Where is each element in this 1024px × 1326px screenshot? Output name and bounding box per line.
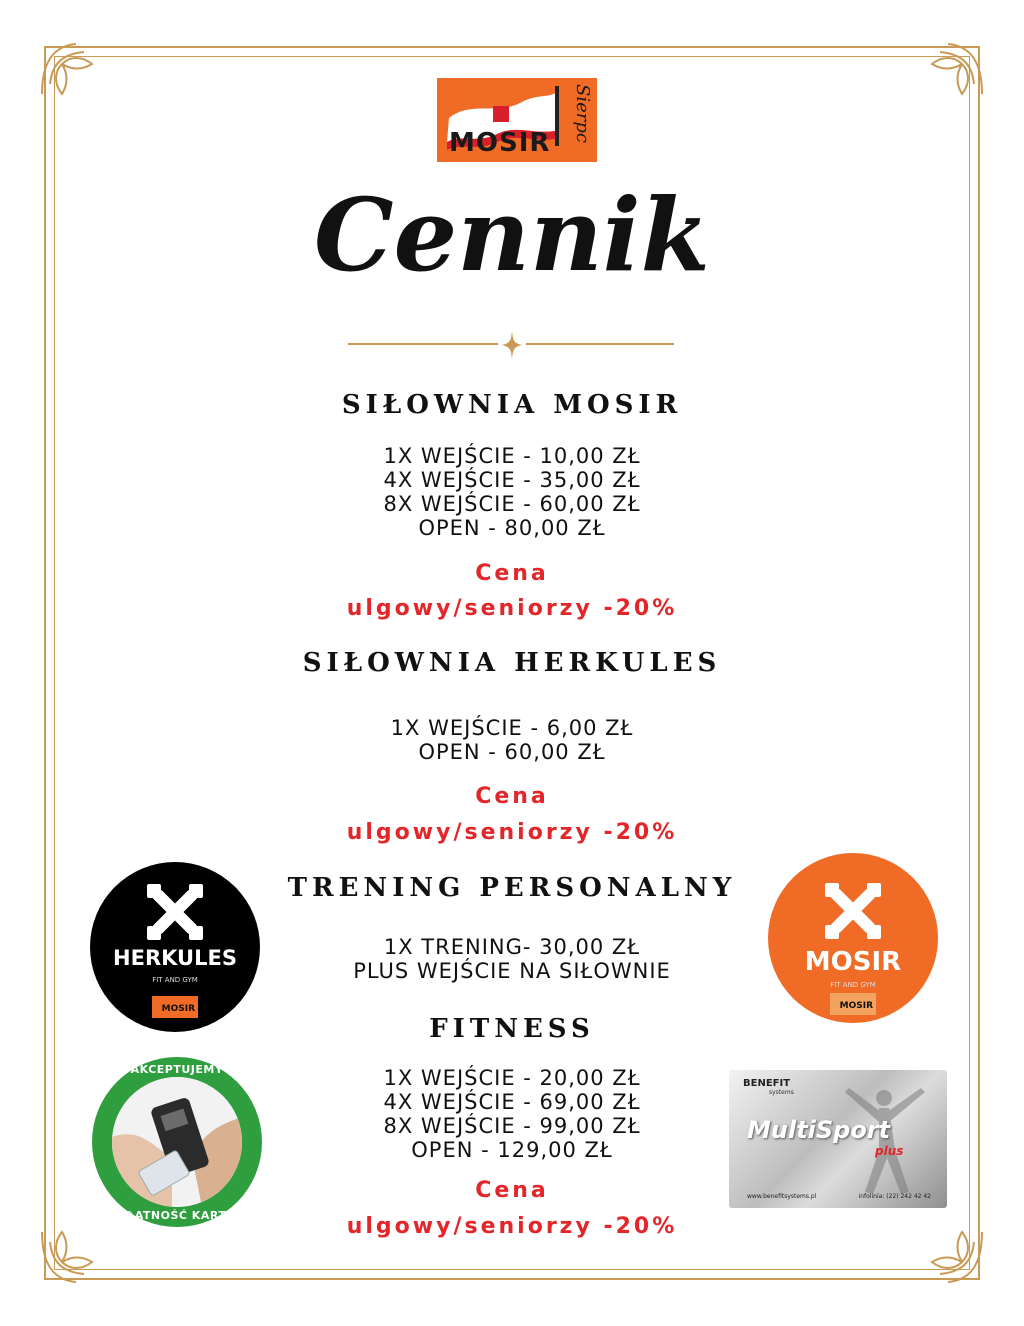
mosir-badge: [768, 853, 938, 1023]
price-line: 4X WEJŚCIE - 69,00 ZŁ: [383, 1090, 641, 1114]
badge-sub: FIT AND GYM: [152, 976, 198, 984]
badge-name: HERKULES: [113, 946, 237, 970]
card-title: MultiSport: [747, 1116, 891, 1144]
discount-label: Cena: [475, 784, 549, 809]
section-heading-silownia-mosir: SIŁOWNIA MOSIR: [341, 390, 683, 420]
card-brand: BENEFIT: [743, 1078, 791, 1089]
card-brand-sub: systems: [769, 1089, 794, 1096]
ornament-top-right-icon: [922, 34, 992, 104]
price-line: PLUS WEJŚCIE NA SIŁOWNIE: [353, 959, 671, 983]
mini-mosir-logo: MOSIR: [830, 993, 876, 1015]
card-plus: plus: [875, 1144, 904, 1158]
price-line: OPEN - 129,00 ZŁ: [411, 1138, 613, 1162]
discount-label: Cena: [475, 1178, 549, 1203]
diamond-star-icon: [502, 331, 522, 359]
discount-label: Cena: [475, 561, 549, 586]
section-heading-silownia-herkules: SIŁOWNIA HERKULES: [302, 648, 722, 678]
card-hotline: infolinia: (22) 242 42 42: [858, 1193, 931, 1200]
price-line: 1X TRENING- 30,00 ZŁ: [383, 935, 641, 959]
multisport-card: [729, 1070, 947, 1208]
mini-mosir-logo: MOSIR: [152, 996, 198, 1018]
price-line: 8X WEJŚCIE - 60,00 ZŁ: [383, 492, 641, 516]
price-line: OPEN - 60,00 ZŁ: [418, 740, 606, 764]
price-line: OPEN - 80,00 ZŁ: [418, 516, 606, 540]
card-payment-badge: [92, 1057, 262, 1227]
card-badge-top: AKCEPTUJEMY: [130, 1063, 224, 1076]
badge-sub: FIT AND GYM: [830, 981, 876, 989]
dumbbell-cross-icon: [823, 881, 883, 941]
price-line: 4X WEJŚCIE - 35,00 ZŁ: [383, 468, 641, 492]
divider-left: [348, 343, 498, 345]
price-line: 1X WEJŚCIE - 10,00 ZŁ: [383, 444, 641, 468]
logo-city: Sierpc: [572, 84, 593, 143]
discount-value: ulgowy/seniorzy -20%: [346, 820, 678, 845]
herkules-badge: [90, 862, 260, 1032]
card-website: www.benefitsystems.pl: [747, 1193, 817, 1200]
card-badge-bottom: PŁATNOŚĆ KARTĄ: [118, 1209, 236, 1222]
page-title: Cennik: [314, 176, 710, 294]
logo-word: MOSIR: [449, 128, 551, 158]
discount-value: ulgowy/seniorzy -20%: [346, 596, 678, 621]
price-line: 1X WEJŚCIE - 20,00 ZŁ: [383, 1066, 641, 1090]
card-terminal-photo: [112, 1077, 242, 1207]
section-heading-fitness: FITNESS: [429, 1014, 595, 1044]
discount-value: ulgowy/seniorzy -20%: [346, 1214, 678, 1239]
section-heading-trening-personalny: TRENING PERSONALNY: [287, 873, 737, 903]
ornament-top-left-icon: [32, 34, 102, 104]
mosir-logo: [437, 78, 597, 162]
price-line: 8X WEJŚCIE - 99,00 ZŁ: [383, 1114, 641, 1138]
divider-right: [526, 343, 674, 345]
badge-name: MOSIR: [804, 947, 902, 977]
dumbbell-cross-icon: [145, 882, 205, 942]
card-terminal-icon: [112, 1077, 242, 1207]
price-line: 1X WEJŚCIE - 6,00 ZŁ: [390, 716, 634, 740]
